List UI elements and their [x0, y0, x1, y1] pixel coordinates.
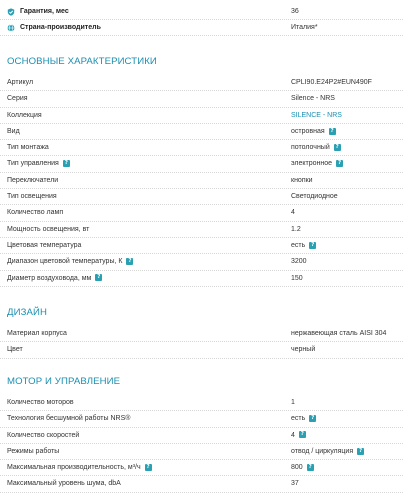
help-icon[interactable]: ?: [330, 127, 334, 134]
spec-row: [0, 75, 403, 91]
spec-name: [7, 91, 28, 107]
spec-name-text: Цвет: [7, 346, 23, 354]
spec-value: Италия*: [291, 24, 318, 31]
spec-row: [0, 205, 403, 221]
spec-row: [0, 173, 403, 189]
spec-name: [7, 156, 70, 172]
spec-name: Гарантия, мес: [20, 8, 69, 15]
spec-name: [7, 173, 58, 189]
spec-value: [291, 342, 315, 358]
spec-name: [7, 254, 133, 270]
spec-name-text: Вид: [7, 127, 20, 135]
spec-value: [291, 173, 313, 189]
help-icon[interactable]: ?: [311, 414, 315, 421]
spec-value: [291, 222, 301, 238]
spec-value-text: кнопки: [291, 176, 313, 184]
spec-value: [291, 271, 303, 287]
spec-value: [291, 205, 295, 221]
spec-name-text: Цветовая температура: [7, 241, 82, 249]
help-icon[interactable]: ?: [311, 241, 315, 248]
spec-name-text: Серия: [7, 95, 28, 103]
spec-value-text: 37: [291, 480, 299, 488]
spec-name: [7, 205, 63, 221]
spec-name-text: Материал корпуса: [7, 330, 67, 337]
spec-row: [0, 156, 403, 172]
spec-name-text: Диаметр воздуховода, мм: [7, 274, 92, 282]
spec-row: [0, 222, 403, 238]
spec-row-warranty: [0, 4, 403, 20]
spec-row: [0, 140, 403, 156]
spec-name: [7, 271, 102, 287]
spec-name-text: Количество моторов: [7, 399, 74, 406]
spec-name-text: Количество ламп: [7, 209, 64, 217]
spec-name-text: Максимальный уровень шума, dbA: [7, 480, 121, 488]
spec-name: [7, 460, 152, 476]
spec-list-motor: [0, 395, 403, 493]
spec-value-text: 3200: [291, 258, 307, 266]
spec-value-text: черный: [291, 346, 316, 354]
spec-row: [0, 342, 403, 358]
spec-row: [0, 476, 403, 492]
spec-name: [7, 222, 89, 238]
spec-row: [0, 189, 403, 205]
spec-value-text: Светодиодное: [291, 193, 338, 201]
spec-value-text: электронное: [291, 160, 333, 168]
spec-name: [7, 108, 42, 124]
spec-value-text: 4: [291, 209, 295, 217]
spec-value: [291, 75, 372, 91]
spec-name: [7, 75, 33, 91]
spec-row: [0, 91, 403, 107]
spec-row: [0, 460, 403, 476]
spec-value: 36: [291, 8, 299, 15]
spec-value-text: островная: [291, 127, 325, 135]
spec-name-text: Артикул: [7, 79, 34, 86]
spec-value: [291, 124, 336, 140]
spec-name: [7, 395, 74, 411]
spec-name-text: Коллекция: [7, 111, 42, 119]
spec-value-text: нержавеющая сталь AISI 304: [291, 330, 387, 337]
spec-name: [7, 238, 81, 254]
spec-row: [0, 254, 403, 270]
spec-row: [0, 124, 403, 140]
spec-value: [291, 395, 295, 411]
spec-value-text: 4: [291, 431, 295, 439]
spec-value-text: есть: [291, 415, 306, 423]
spec-value: [291, 326, 386, 342]
globe-icon: [7, 24, 15, 32]
section-title-main: ОСНОВНЫЕ ХАРАКТЕРИСТИКИ: [7, 56, 157, 67]
spec-value: [291, 254, 307, 270]
spec-name-text: Диапазон цветовой температуры, К: [7, 258, 123, 266]
spec-name: [7, 444, 59, 460]
spec-value-text: 1.2: [291, 225, 301, 233]
section-title-design: ДИЗАЙН: [7, 307, 48, 318]
spec-name: [7, 428, 79, 444]
spec-row: [0, 271, 403, 287]
spec-value-text: 800: [291, 464, 303, 472]
spec-value: [291, 428, 306, 444]
spec-row: [0, 428, 403, 444]
help-icon[interactable]: ?: [335, 143, 339, 150]
spec-name-text: Режимы работы: [7, 447, 60, 455]
collection-link[interactable]: SILENCE - NRS: [291, 111, 342, 119]
spec-value-text: есть: [291, 241, 306, 249]
help-icon[interactable]: ?: [146, 463, 150, 470]
shield-check-icon: [7, 8, 15, 16]
spec-row-country: [0, 20, 403, 36]
help-icon[interactable]: ?: [337, 160, 342, 167]
spec-row: [0, 238, 403, 254]
spec-value: [291, 156, 343, 172]
spec-value: [291, 91, 335, 107]
spec-name: [7, 326, 67, 342]
spec-name-text: Максимальная производительность, м³/ч: [7, 464, 141, 472]
spec-value: [291, 140, 341, 156]
spec-name-text: Мощность освещения, вт: [7, 225, 90, 233]
help-icon[interactable]: ?: [308, 463, 312, 470]
spec-value: [291, 238, 316, 254]
spec-value: [291, 189, 338, 205]
spec-name-text: Количество скоростей: [7, 431, 80, 439]
spec-name-text: Тип освещения: [7, 193, 57, 201]
spec-row: [0, 411, 403, 427]
spec-name-text: Тип монтажа: [7, 144, 49, 152]
spec-value: [291, 476, 299, 492]
spec-name-text: Тип управления: [7, 160, 59, 168]
spec-name-text: Переключатели: [7, 176, 59, 184]
spec-list-main: [0, 75, 403, 287]
section-title-motor: МОТОР И УПРАВЛЕНИЕ: [7, 376, 121, 387]
spec-value-text: потолочный: [291, 144, 330, 152]
help-icon[interactable]: ?: [64, 160, 68, 167]
spec-name: [7, 140, 49, 156]
spec-value: [291, 108, 342, 124]
help-icon[interactable]: ?: [97, 274, 101, 281]
spec-value-text: 1: [291, 399, 295, 406]
spec-value: [291, 444, 364, 460]
spec-row: [0, 444, 403, 460]
spec-value-text: 150: [291, 274, 303, 282]
help-icon[interactable]: ?: [128, 257, 132, 264]
spec-name-text: Технология бесшумной работы NRS®: [7, 415, 131, 423]
spec-row: [0, 326, 403, 342]
spec-list-design: [0, 326, 403, 359]
help-icon[interactable]: ?: [300, 431, 304, 438]
spec-name: [7, 342, 23, 358]
spec-value: [291, 411, 316, 427]
spec-name: Страна-производитель: [20, 24, 101, 31]
spec-value-text: отвод / циркуляция: [291, 447, 354, 455]
help-icon[interactable]: ?: [359, 447, 363, 454]
spec-name: [7, 476, 121, 492]
spec-row: [0, 108, 403, 124]
spec-row: [0, 395, 403, 411]
spec-name: [7, 189, 57, 205]
spec-name: [7, 411, 130, 427]
spec-value-text: Silence - NRS: [291, 95, 335, 103]
spec-value: [291, 460, 314, 476]
spec-value-text: CPLI90.E24P2#EUN490F: [291, 79, 372, 86]
spec-name: [7, 124, 20, 140]
